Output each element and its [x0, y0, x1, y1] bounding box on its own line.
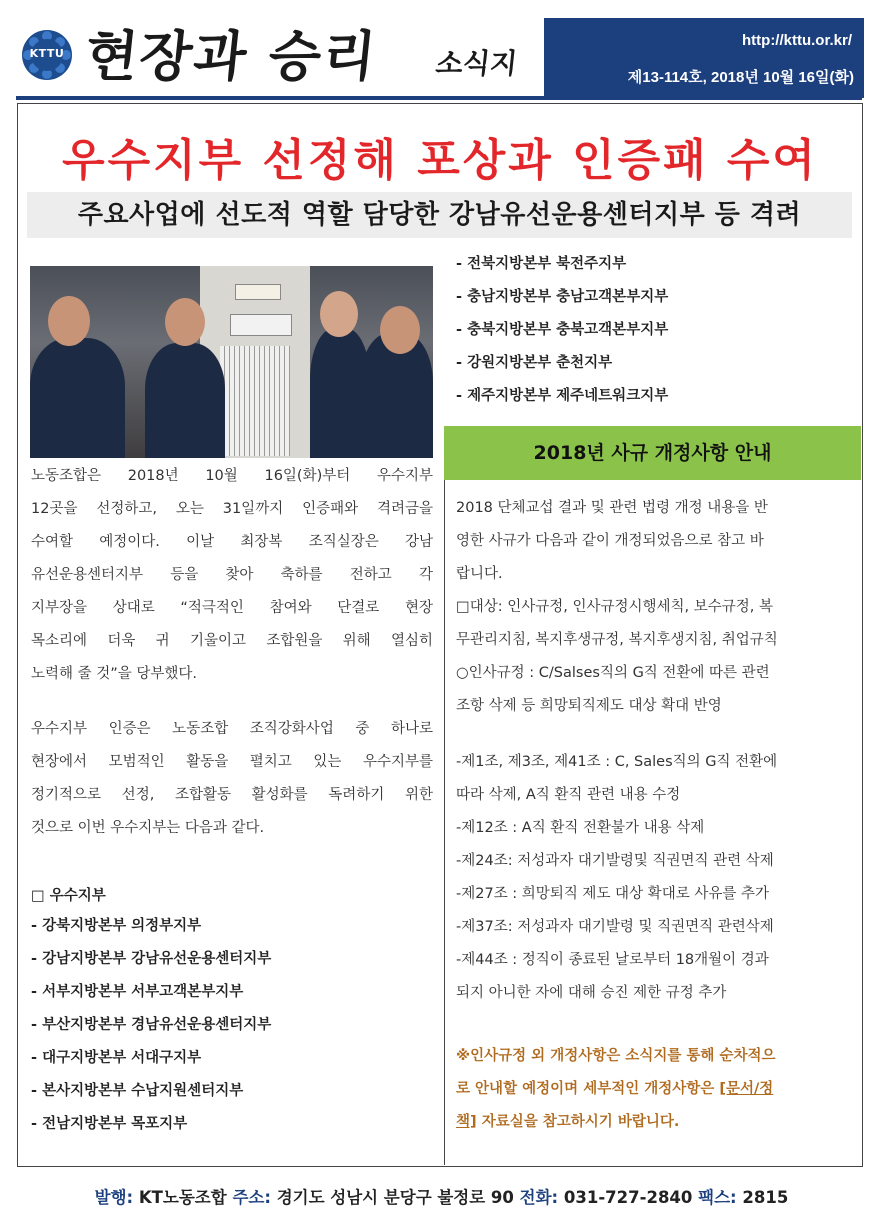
- notice-item: -제1조, 제3조, 제41조 : C, Sales직의 G직 전환에: [456, 754, 778, 770]
- para1-line: 지부장을 상대로 “적극적인 참여와 단결로 현장: [31, 600, 433, 616]
- branch-list-right: [456, 248, 668, 413]
- notice-footnote: [456, 1040, 852, 1139]
- notice-line: ○인사규정 : C/Salses직의 G직 전환에 따른 관련: [456, 665, 770, 681]
- para2-line: 현장에서 모범적인 활동을 펼치고 있는 우수지부를: [31, 754, 433, 770]
- fax-label: 팩스:: [698, 1188, 737, 1207]
- list-item: - 강원지방본부 춘천지부: [456, 355, 613, 371]
- article-frame: [17, 103, 863, 1167]
- notice-item: 따라 삭제, A직 환직 관련 내용 수정: [456, 787, 681, 803]
- para1-line: 노동조합은 2018년 10월 16일(화)부터 우수지부: [31, 468, 433, 484]
- notice-item: 되지 아니한 자에 대해 승진 제한 규정 추가: [456, 985, 727, 1001]
- masthead-divider: [16, 96, 862, 100]
- article-paragraph-1: [31, 460, 433, 691]
- headline: 우수지부 선정해 포상과 인증패 수여: [62, 135, 818, 186]
- archive-link[interactable]: [문서/정: [719, 1081, 774, 1097]
- list-item: - 부산지방본부 경남유선운용센터지부: [31, 1017, 272, 1033]
- list-item: - 제주지방본부 제주네트워크지부: [456, 388, 669, 404]
- address: 경기도 성남시 분당구 불정로 90: [276, 1188, 514, 1207]
- notice-intro: [456, 492, 852, 723]
- notice-line: 영한 사규가 다음과 같이 개정되었음으로 참고 바: [456, 533, 764, 549]
- address-label: 주소:: [232, 1188, 271, 1207]
- archive-link-cont[interactable]: 책]: [456, 1114, 477, 1130]
- kttu-logo-icon: [22, 30, 72, 80]
- footnote-line: ※인사규정 외 개정사항은 소식지를 통해 순차적으: [456, 1048, 776, 1064]
- notice-line: □대상: 인사규정, 인사규정시행세칙, 보수규정, 복: [456, 599, 773, 615]
- masthead: [16, 12, 864, 98]
- notice-item: -제24조: 저성과자 대기발령및 직권면직 관련 삭제: [456, 853, 774, 869]
- notice-line: 랍니다.: [456, 566, 503, 582]
- subheadline: 주요사업에 선도적 역할 담당한 강남유선운용센터지부 등 격려: [27, 192, 852, 238]
- list-item: - 충남지방본부 충남고객본부지부: [456, 289, 669, 305]
- phone-label: 전화:: [519, 1188, 559, 1207]
- notice-item: -제44조 : 정직이 종료된 날로부터 18개월이 경과: [456, 952, 769, 968]
- para2-line: 정기적으로 선정, 조합활동 활성화를 독려하기 위한: [31, 787, 433, 803]
- footnote-line: [456, 1073, 852, 1106]
- footnote-text: 로 안내할 예정이며 세부적인 개정사항은: [456, 1081, 720, 1097]
- article-paragraph-2: [31, 713, 433, 845]
- notice-line: 2018 단체교섭 결과 및 관련 법령 개정 내용을 반: [456, 500, 768, 516]
- para2-line: 우수지부 인증은 노동조합 조직강화사업 중 하나로: [31, 721, 433, 737]
- para1-line: 목소리에 더욱 귀 기울이고 조합원을 위해 열심히: [31, 633, 433, 649]
- publisher-label: 발행:: [94, 1188, 134, 1207]
- footnote-line: [456, 1106, 852, 1139]
- fax: 2815: [742, 1188, 789, 1207]
- notice-item: -제12조 : A직 환직 전환불가 내용 삭제: [456, 820, 705, 836]
- masthead-title: 현장과 승리: [82, 24, 381, 88]
- issue-date: 제13-114호, 2018년 10월 16일(화): [627, 69, 854, 86]
- para1-line: 수여할 예정이다. 이날 최장복 조직실장은 강남: [31, 534, 433, 550]
- notice-items: [456, 746, 852, 1010]
- notice-title: 2018년 사규 개정사항 안내: [444, 426, 861, 480]
- masthead-subtitle: 소식지: [434, 47, 519, 80]
- list-item: - 전남지방본부 목포지부: [31, 1116, 188, 1132]
- para1-line: 노력해 줄 것”을 당부했다.: [31, 666, 198, 682]
- list-item: - 대구지방본부 서대구지부: [31, 1050, 202, 1066]
- para2-line: 것으로 이번 우수지부는 다음과 같다.: [31, 820, 265, 836]
- notice-item: -제37조: 저성과자 대기발령 및 직권면직 관련삭제: [456, 919, 774, 935]
- list-item: - 본사지방본부 수납지원센터지부: [31, 1083, 244, 1099]
- article-photo: [30, 266, 433, 458]
- notice-line: 조항 삭제 등 희망퇴직제도 대상 확대 반영: [456, 698, 722, 714]
- footer: [0, 1184, 883, 1208]
- branch-list-heading: □ 우수지부: [31, 888, 106, 904]
- phone: 031-727-2840: [563, 1188, 693, 1207]
- website-link[interactable]: http://kttu.or.kr/: [742, 32, 852, 49]
- footnote-text: 자료실을 참고하시기 바랍니다.: [476, 1114, 680, 1130]
- list-item: - 강남지방본부 강남유선운용센터지부: [31, 951, 272, 967]
- list-item: - 충북지방본부 충북고객본부지부: [456, 322, 669, 338]
- masthead-info-box: [544, 18, 864, 98]
- notice-item: -제27조 : 희망퇴직 제도 대상 확대로 사유를 추가: [456, 886, 769, 902]
- list-item: - 강북지방본부 의정부지부: [31, 918, 202, 934]
- notice-line: 무관리지침, 복지후생규정, 복지후생지침, 취업규칙: [456, 632, 778, 648]
- branch-list-left: [31, 910, 271, 1141]
- notice-panel: [444, 480, 860, 1165]
- list-item: - 서부지방본부 서부고객본부지부: [31, 984, 244, 1000]
- logo-text: KTTU: [29, 47, 65, 60]
- list-item: - 전북지방본부 북전주지부: [456, 256, 627, 272]
- para1-line: 12곳을 선정하고, 오는 31일까지 인증패와 격려금을: [31, 501, 433, 517]
- publisher: KT노동조합: [138, 1188, 227, 1207]
- para1-line: 유선운용센터지부 등을 찾아 축하를 전하고 각: [31, 567, 433, 583]
